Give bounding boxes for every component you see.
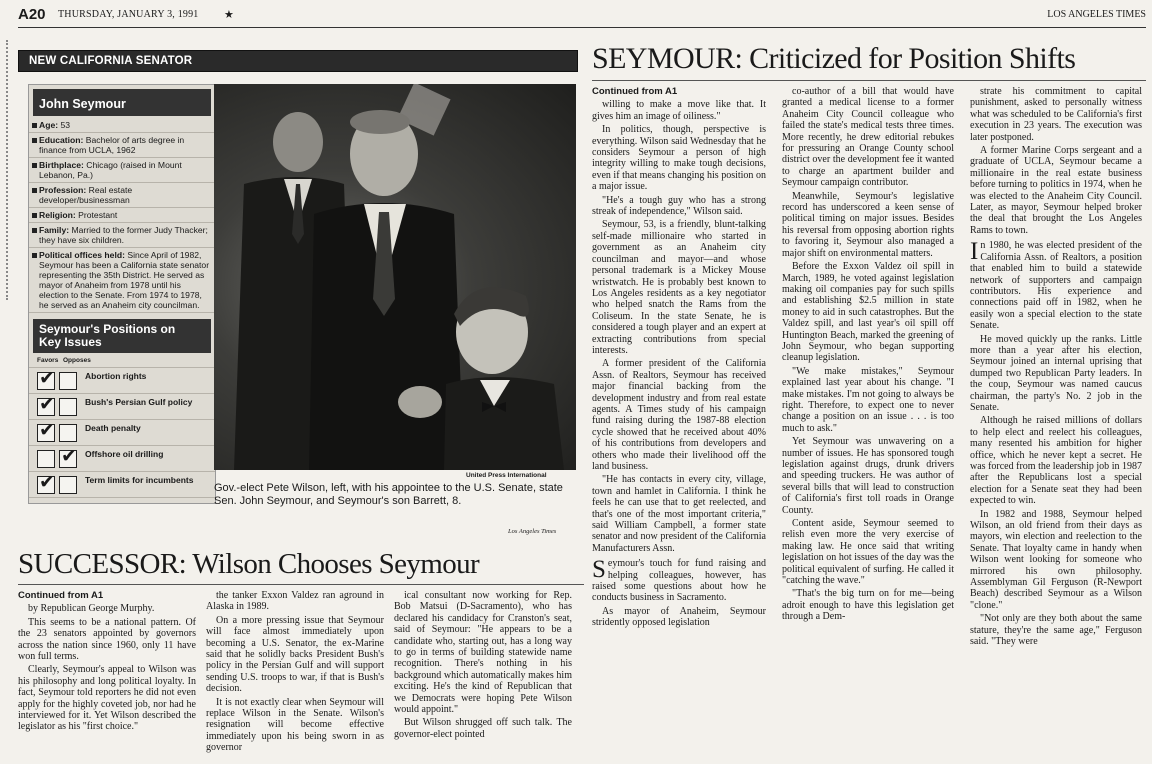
- favors-checkbox: [37, 450, 55, 468]
- photo-caption: Gov.-elect Pete Wilson, left, with his appointee to the U.S. Senate, state Sen. John Seymour, and Seymour's son Barrett, 8.: [214, 482, 563, 507]
- name-bar: [33, 89, 211, 116]
- fact-text: Married to the former Judy Thacker; they have six children.: [39, 225, 208, 245]
- headline-seymour: SEYMOUR: Criticized for Position Shifts: [592, 42, 1076, 75]
- dropcap-paragraph: [592, 558, 766, 604]
- photo-source: Los Angeles Times: [508, 528, 557, 535]
- continued-label: Continued from A1: [18, 590, 104, 601]
- fact-text: Protestant: [75, 210, 118, 220]
- favors-checkbox: [37, 367, 55, 390]
- sidebar-header: [18, 50, 578, 72]
- fact-text: Chicago (raised in Mount Lebanon, Pa.): [39, 160, 182, 180]
- fact-item: [29, 248, 215, 313]
- opposes-checkbox: [59, 445, 77, 468]
- subject-name: John Seymour: [39, 97, 126, 111]
- photo-figure-seymour-hand: [398, 386, 442, 418]
- position-issue: Abortion rights: [85, 371, 147, 381]
- positions-key: [29, 357, 215, 367]
- masthead-rule: [18, 27, 1146, 28]
- check-icon: ✔: [39, 393, 55, 415]
- fact-text: 53: [58, 120, 71, 130]
- article2-col2: [206, 590, 384, 764]
- position-row: [29, 368, 215, 394]
- paragraph: n 1980, he was elected president of the California Assn. of Realtors, a position that enabled him to build a statewide network of supporters and campaign contributors. His experience and connections paid off in 1982, when he easily won a special election to the state Senate.: [970, 240, 1142, 332]
- paragraph: In politics, though, perspective is everything. Wilson said Wednesday that he considers Seymour a person of high integrity willing to make tough decisions, even if that means changing his position on a major issue.: [592, 124, 766, 193]
- favors-label: Favors: [37, 357, 59, 364]
- opposes-checkbox: [59, 424, 77, 442]
- article1-col2: [782, 86, 954, 764]
- paragraph: But Wilson shrugged off such talk. The governor-elect pointed: [394, 717, 572, 740]
- paragraph: the tanker Exxon Valdez ran aground in Alaska in 1989.: [206, 590, 384, 613]
- fact-text: Real estate developer/businessman: [39, 185, 133, 205]
- paragraph: strate his commitment to capital punishment, asked to personally witness what was scheduled to be California's first execution in 23 years. The execution was later postponed.: [970, 86, 1142, 143]
- position-issue: Offshore oil drilling: [85, 449, 164, 459]
- opposes-label: Opposes: [63, 357, 91, 364]
- fact-label: Political offices held:: [39, 250, 125, 260]
- fact-label: Birthplace:: [39, 160, 84, 170]
- paragraph: It is not exactly clear when Seymour will replace Wilson in the Senate. Wilson's resignation will become effective immediately upon his being sworn in as governor: [206, 696, 384, 754]
- paragraph: As mayor of Anaheim, Seymour stridently opposed legislation: [592, 605, 766, 629]
- masthead: [18, 6, 1146, 24]
- photo-scene: [214, 84, 576, 470]
- paragraph: A former Marine Corps sergeant and a graduate of UCLA, Seymour became a millionaire in the real estate business before turning to politics in 1974, when he was elected to the Anaheim City Council. Later, as mayor, Seymour helped broker the deal that brought the Los Angeles Rams to town.: [970, 145, 1142, 236]
- sidebar-header-title: NEW CALIFORNIA SENATOR: [29, 55, 193, 67]
- opposes-checkbox: [59, 372, 77, 390]
- fact-item: [29, 158, 215, 183]
- fact-item: [29, 183, 215, 208]
- page-number: A20: [18, 6, 46, 23]
- fact-item: [29, 118, 215, 133]
- facts-panel: [28, 84, 216, 504]
- paragraph: co-author of a bill that would have granted a medical license to a former Anaheim City Council colleague who failed the state's medical tests three times. More recently, he drew editorial rebukes for pressuring an Orange County school district over the development fee it wanted to charge an apartment builder and Seymour campaign contributor.: [782, 86, 954, 189]
- paragraph: "He has contacts in every city, village, town and hamlet in California. I think he feels he can use that to get reelected, and that's one of the most important criteria," said William Campbell, a former state senator and now president of the California Manufacturers Assn.: [592, 474, 766, 554]
- photo: [214, 84, 576, 470]
- position-row: [29, 472, 215, 498]
- article1-col3: [970, 86, 1142, 764]
- fact-text: Since April of 1982, Seymour has been a California state senator representing the 35th District. He served as mayor of Anaheim from 1978 until his election to the Senate. From 1974 to 1978, he served as an Anaheim city councilman.: [39, 250, 210, 310]
- dropcap: S: [592, 556, 606, 584]
- paragraph: willing to make a move like that. It gives him an image of oiliness.": [592, 99, 766, 122]
- check-icon: ✔: [39, 367, 55, 389]
- star-icon: ★: [224, 8, 234, 21]
- position-row: [29, 394, 215, 420]
- fact-label: Profession:: [39, 185, 87, 195]
- position-issue: Term limits for incumbents: [85, 475, 194, 485]
- check-icon: ✔: [39, 471, 55, 493]
- paragraph: Yet Seymour was unwavering on a number of issues. He has sponsored tough legislation against drugs, drunk drivers and speeding truckers. He was author of several bills that will lead to construction of California's first toll roads in Orange County.: [782, 436, 954, 516]
- paragraph: A former president of the California Assn. of Realtors, Seymour has received major financial backing from the development industry and from real estate agents. A Times study of his campaign fund raising during the 1987-88 election cycle showed that he received about 40% of his contributions from developers and others who made their livelihood off the land business.: [592, 358, 766, 472]
- article2-col3: [394, 590, 572, 764]
- paragraph: by Republican George Murphy.: [28, 603, 155, 615]
- opposes-checkbox: [59, 476, 77, 494]
- position-row: [29, 420, 215, 446]
- paragraph: He moved quickly up the ranks. Little more than a year after his election, Seymour joined an internal uprising that dumped two Republican Party leaders. In the coup, Seymour was named caucus chairman, the party's No. 2 job in the Senate.: [970, 333, 1142, 413]
- position-issue: Death penalty: [85, 423, 141, 433]
- opposes-checkbox: [59, 398, 77, 416]
- dropcap: I: [970, 238, 979, 266]
- favors-checkbox: [37, 471, 55, 494]
- facts-list: [29, 118, 215, 313]
- article1-rule: [592, 80, 1146, 81]
- check-icon: ✔: [61, 445, 77, 467]
- paragraph: "We make mistakes," Seymour explained last year about his change. "I make mistakes. I'm not going to always be right. Therefore, to expect one to never change a position on an issue . . . is too much to ask.": [782, 365, 954, 434]
- paragraph: Clearly, Seymour's appeal to Wilson was his philosophy and long political loyalty. In fact, Seymour told reporters he did not even apply for the highly coveted job, nor had he interviewed for it. Yet Wilson described the legislator as his "first choice.": [18, 664, 196, 733]
- positions-bar: [33, 319, 211, 353]
- paragraph: Meanwhile, Seymour's legislative record has underscored a keen sense of political timing on major issues. Besides his reversal from opposing abortion rights to favoring it, Seymour also managed a major shift on environmental matters.: [782, 190, 954, 259]
- fact-label: Education:: [39, 135, 84, 145]
- check-icon: ✔: [39, 419, 55, 441]
- left-margin-perforation: [6, 40, 12, 300]
- fact-item: [29, 133, 215, 158]
- photo-figure-boy-body: [444, 377, 564, 470]
- fact-item: [29, 208, 215, 223]
- masthead-date: THURSDAY, JANUARY 3, 1991: [58, 9, 199, 20]
- paper-name: LOS ANGELES TIMES: [1047, 9, 1146, 20]
- fact-label: Family:: [39, 225, 70, 235]
- paragraph: "He's a tough guy who has a strong streak of independence," Wilson said.: [592, 194, 766, 218]
- positions-title: Seymour's Positions on Key Issues: [39, 322, 176, 349]
- positions-grid: [29, 367, 215, 498]
- article1-col1: [592, 86, 766, 764]
- photo-credit: United Press International: [466, 472, 547, 479]
- paragraph: ical consultant now working for Rep. Bob Matsui (D-Sacramento), who has declared his candidacy for Cranston's seat, said of Seymour: "He appears to be a candidate who, starting out, has a long way to go in terms of building statewide name recognition. There's nothing in his background which automatically makes him exciting. He's the kind of Republican that we Democrats were hoping Pete Wilson would appoint.": [394, 590, 572, 716]
- paragraph: Although he raised millions of dollars to help elect and reelect his colleagues, many resented his ambition for higher office, which he never kept a secret. He was forced from the leadership job in 1987 after the Republicans lost a special election for a Senate seat they had been expected to win.: [970, 415, 1142, 507]
- favors-checkbox: [37, 393, 55, 416]
- article2-col1: [18, 590, 196, 764]
- fact-label: Religion:: [39, 210, 76, 220]
- paragraph: On a more pressing issue that Seymour will face almost immediately upon becoming a U.S. Senator, the ex-Marine said that he solidly backs President Bush's policy in the Persian Gulf and will support sending U.S. troops to war, if that is Bush's decision.: [206, 614, 384, 695]
- favors-checkbox: [37, 419, 55, 442]
- position-row: [29, 446, 215, 472]
- position-issue: Bush's Persian Gulf policy: [85, 397, 193, 407]
- paragraph: "Not only are they both about the same stature, they're the same age," Ferguson said. "They were: [970, 613, 1142, 648]
- paragraph: "That's the big turn on for me—being adroit enough to have this legislation get through a Dem-: [782, 588, 954, 623]
- dropcap-paragraph: [970, 240, 1142, 331]
- photo-figure-wilson-head: [273, 112, 323, 172]
- continued-label: Continued from A1: [592, 86, 678, 97]
- paragraph: Content aside, Seymour seemed to relish even more the very exercise of making law. He once said that writing legislation on hot issues of the day was the political equivalent of surfing. He called it "catching the wave.": [782, 518, 954, 587]
- paragraph: This seems to be a national pattern. Of the 23 senators appointed by governors across the nation since 1960, only 11 have won full terms.: [18, 616, 196, 663]
- headline-successor: SUCCESSOR: Wilson Chooses Seymour: [18, 548, 480, 580]
- fact-label: Age:: [39, 120, 59, 130]
- photo-figure-seymour-hair: [350, 110, 410, 134]
- paragraph: Seymour, 53, is a friendly, blunt-talking self-made millionaire who started in government as an Anaheim city councilman and mayor—and whose personal trademark is a Mickey Mouse wristwatch. He is probably best known to Los Angeles residents as a key negotiator who helped snatch the Rams from the Coliseum. In the state Senate, he is considered a tough player and an expert at extracting contributions from special interests.: [592, 219, 766, 356]
- paragraph: Before the Exxon Valdez oil spill in March, 1989, he voted against legislation making oil companies pay for such spills and establishing $2.5 million in state money to aid in such catastrophes. But the Valdez spill, and last year's oil spill off Huntington Beach, marked the greening of John Seymour, who began supporting cleanup legislation.: [782, 261, 954, 364]
- article2-rule: [18, 584, 584, 585]
- paragraph: eymour's touch for fund raising and helping colleagues, however, has raised some questions about how he conducts business in Sacramento.: [592, 558, 766, 604]
- fact-item: [29, 223, 215, 248]
- paragraph: In 1982 and 1988, Seymour helped Wilson, an old friend from their days as mayors, win election and reelection to the Senate. That loyalty came in handy when Wilson went looking for someone who mirrored his own philosophy. Assemblyman Gil Ferguson (R-Newport Beach) described Seymour as a Wilson "clone.": [970, 508, 1142, 611]
- fact-text: Bachelor of arts degree in finance from UCLA, 1962: [39, 135, 185, 155]
